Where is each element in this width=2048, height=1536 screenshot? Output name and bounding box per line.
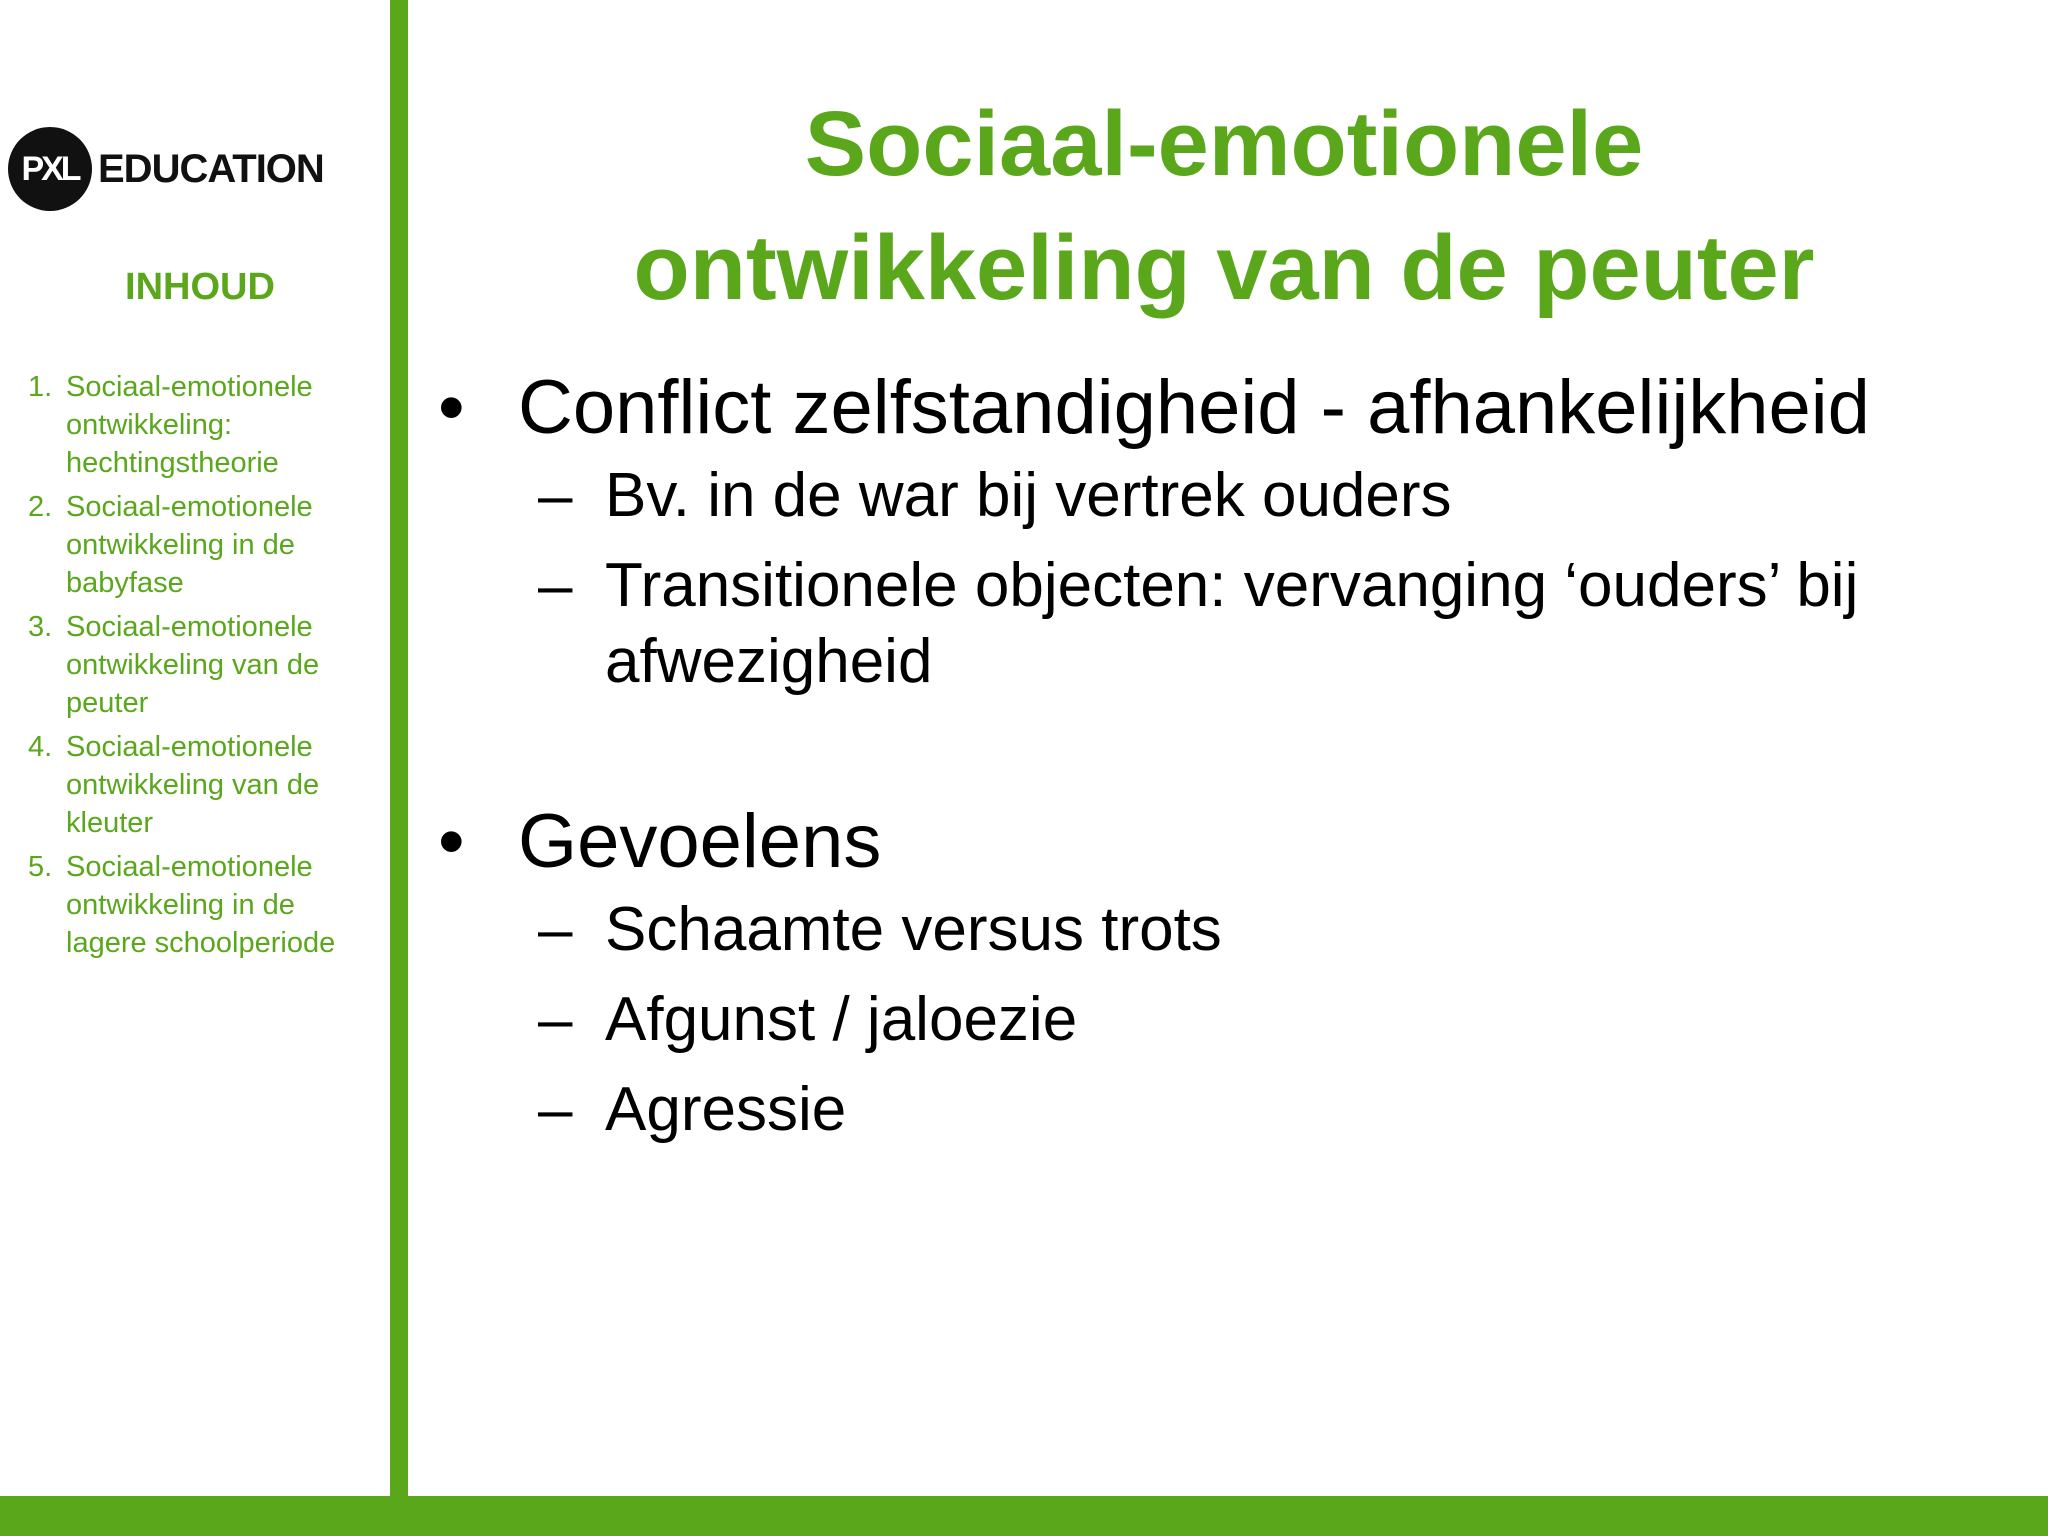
toc-item[interactable] [28, 728, 380, 842]
sub-bullet-text: Bv. in de war bij vertrek ouders [605, 461, 1452, 530]
slide-title-line-2: ontwikkeling van de peuter [633, 217, 1815, 319]
bullet-text: Conflict zelfstandigheid - afhankelijkheid [518, 365, 1870, 450]
toc-item-label: Sociaal-emotionele ontwikkeling: hechtingstheorie [66, 371, 313, 479]
sub-bullet-item [538, 548, 2028, 700]
toc-item-number: 4. [28, 731, 53, 763]
sub-bullet-item [538, 458, 2028, 534]
sub-bullet-item [538, 982, 2028, 1058]
sub-bullet-text: Agressie [605, 1075, 847, 1144]
sub-bullet-dash: – [538, 985, 573, 1054]
sub-bullet-item [538, 1072, 2028, 1148]
toc-item-number: 3. [28, 611, 53, 643]
sub-bullet-dash: – [538, 895, 573, 964]
sub-bullet-text: Schaamte versus trots [605, 895, 1222, 964]
bullet-spacer [438, 714, 2028, 792]
slide-content [438, 358, 2028, 1162]
slide-title [420, 82, 2028, 330]
bullet-item [438, 792, 2028, 892]
toc-item-number: 2. [28, 491, 53, 523]
bottom-accent-bar [0, 1496, 2048, 1536]
sidebar [0, 0, 390, 1496]
toc-item[interactable] [28, 368, 380, 482]
toc-item[interactable] [28, 488, 380, 602]
sub-bullet-item [538, 892, 2028, 968]
toc-item-label: Sociaal-emotionele ontwikkeling in de babyfase [66, 491, 313, 599]
bullet-item [438, 358, 2028, 458]
toc-item-label: Sociaal-emotionele ontwikkeling van de kleuter [66, 731, 320, 839]
sub-bullet-dash: – [538, 461, 573, 530]
toc-item[interactable] [28, 608, 380, 722]
bullet-dot: • [438, 799, 465, 884]
sub-bullet-dash: – [538, 1075, 573, 1144]
sub-bullet-text: Transitionele objecten: vervanging ‘ouders’ bij afwezigheid [605, 551, 1859, 696]
toc-heading: INHOUD [125, 266, 275, 308]
vertical-accent-bar [390, 0, 408, 1496]
sub-bullet-text: Afgunst / jaloezie [605, 985, 1078, 1054]
logo-mark: PXL [8, 127, 92, 211]
slide-title-line-1: Sociaal-emotionele [804, 93, 1644, 195]
toc-item-number: 5. [28, 851, 53, 883]
toc-item-number: 1. [28, 371, 53, 403]
toc-item-label: Sociaal-emotionele ontwikkeling van de peuter [66, 611, 320, 719]
toc-list [28, 368, 380, 968]
bullet-dot: • [438, 365, 465, 450]
sub-bullet-dash: – [538, 551, 573, 620]
toc-item[interactable] [28, 848, 380, 962]
logo-word: EDUCATION [98, 146, 324, 191]
toc-item-label: Sociaal-emotionele ontwikkeling in de lagere schoolperiode [66, 851, 336, 959]
bullet-text: Gevoelens [518, 799, 882, 884]
pxl-education-logo [8, 126, 324, 212]
